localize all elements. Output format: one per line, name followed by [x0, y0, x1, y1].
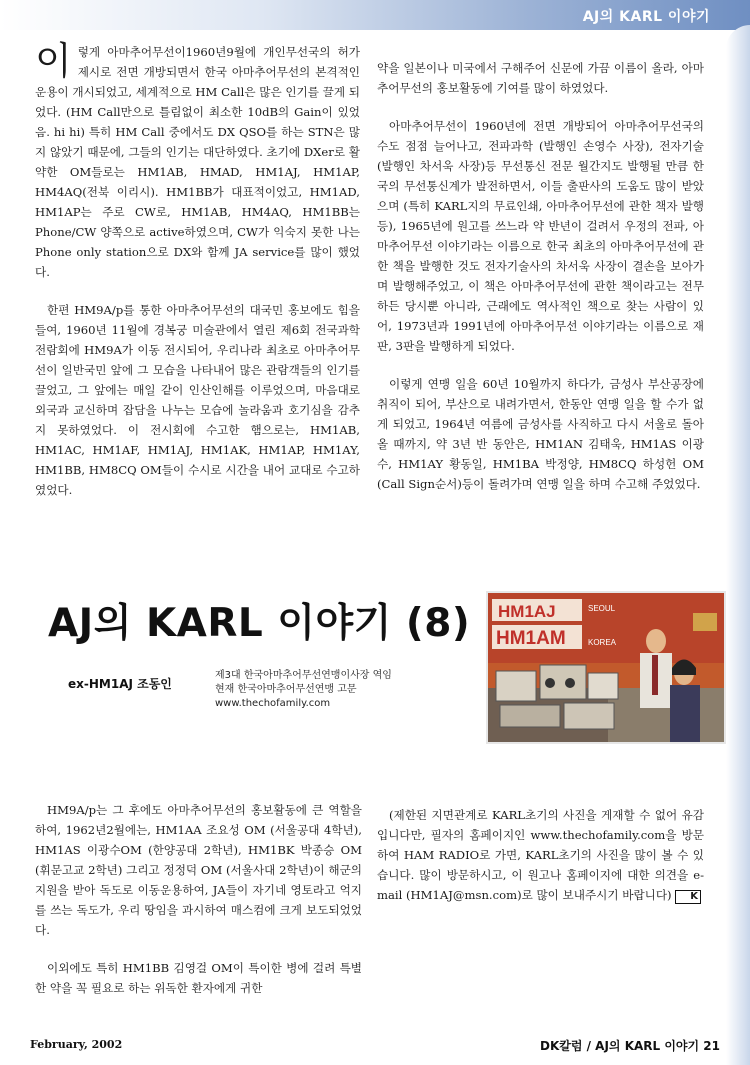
photo-label-korea: KOREA	[588, 638, 617, 647]
paragraph: 약을 일본이나 미국에서 구해주어 신문에 가끔 이름이 올라, 아마추어무선의 홍보활동에 기여를 많이 하였었다.	[377, 61, 704, 95]
running-header-title: AJ의 KARL 이야기	[582, 9, 710, 25]
callsign-placard-2: HM1AM	[496, 628, 566, 649]
bio-line: 현재 한국아마추어무선연맹 고문	[215, 684, 357, 695]
paragraph: 아마추어무선이 1960년에 전면 개방되어 아마추어무선국의 수도 점점 늘어나고, 전파과학 (발행인 손영수 사장), 전자기술 (발행인 차서욱 사장)등 무선통신 전문 월간지도 발행될 만큼 한국의 무선통신계가 발전하면서, 이들 출판사의 도움도 많이 받았으며 (특히 KARL지의 무료인쇄, 아마추어무선에 관한 책자 발행등), 1965년에 원고를 쓰느라 약 반년이 걸려서 우정의 전파, 아마추어무선 이야기라는 이름으로 한국 최초의 아마추어무선에 관한 책을 발행한 것도 전자기술사의 차서욱 사장이 결손을 보아가며 발행해주었고, 이 책은 아마추어무선에 관한 책이라고는 전무하든 당시뿐 아니라, 근래에도 역사적인 책으로 찾는 사람이 있어, 1973년과 1991년에 아마추어무선 이야기라는 이름으로 재판, 3판을 발행하게 되었다.	[377, 119, 704, 353]
callsign-placard-1: HM1AJ	[498, 602, 556, 621]
paragraph-text: (제한된 지면관계로 KARL초기의 사진을 게재할 수 없어 유감입니다만, 필자의 홈페이지인 www.thechofamily.com을 방문하여 HAM RADIO로 가면, KARL초기의 사진을 많이 볼 수 있습니다. 많이 방문하시고, 이 원고나 홈페이지에 대한 의견을 e-mail (HM1AJ@msn.com)로 많이 보내주시기 바랍니다)	[377, 808, 704, 902]
paragraph: HM9A/p는 그 후에도 아마추어무선의 홍보활동에 큰 역할을 하여, 1962년2월에는, HM1AA 조요성 OM (서울공대 4학년), HM1AS 이광수OM (한양공대 2학년), HM1BK 박종승 OM (휘문고교 2학년) 그리고 정정덕 OM (서울사대 2학년)이 해군의 지원을 받아 독도로 이동운용하여, JA들이 자기네 영토라고 억지를 쓰는 독도가, 우리 땅임을 과시하여 매스컴에 크게 보도되었었다.	[35, 803, 362, 937]
station-photo	[486, 591, 726, 744]
page-edge-decoration	[726, 25, 750, 1065]
article-end-mark: K	[675, 890, 701, 904]
paragraph: 이외에도 특히 HM1BB 김영걸 OM이 특이한 병에 걸려 특별한 약을 꼭 필요로 하는 위독한 환자에게 귀한	[35, 961, 362, 995]
article-author: ex-HM1AJ 조동인	[68, 677, 172, 691]
bio-website: www.thechofamily.com	[215, 698, 331, 709]
drop-cap: 이	[35, 39, 72, 83]
footer-date: February, 2002	[30, 1038, 123, 1051]
paragraph-text: 렇게 아마추어무선이1960년9월에 개인무선국의 허가제시로 전면 개방되면서 한국 아마추어무선의 본격적인 운용이 개시되었고, 세계적으로 HM Call은 많은 인기를 끌게 되었다. (HM Call만으로 틀림없이 최소한 10dB의 Gain이 있었음. hi hi) 특히 HM Call 중에서도 DX QSO를 하는 STN은 많지 않았기 때문에, 그들의 인기는 대단하였다. 초기에 DXer로 활약한 OM들로는 HM1AB, HMAD, HM1AJ, HM1AP, HM4AQ(전북 이리시). HM1BB가 대표적이었고, HM1AD, HM1AP는 주로 CW로, HM1AB, HM4AQ, HM1BB는 Phone/CW 양쪽으로 active하였으며, CW가 익숙지 못한 나는 Phone only station으로 DX와 함께 JA service를 많이 했었다.	[35, 45, 360, 279]
column-top-left	[35, 39, 360, 518]
column-top-right	[377, 58, 704, 512]
column-bottom-left	[35, 800, 362, 1016]
photo-label-seoul: SEOUL	[588, 604, 616, 613]
author-bio	[215, 669, 392, 711]
article-title: AJ의 KARL 이야기 (8)	[48, 601, 471, 646]
paragraph	[377, 805, 704, 905]
paragraph	[35, 39, 360, 282]
footer-section-page: DK칼럼 / AJ의 KARL 이야기 21	[539, 1039, 720, 1053]
paragraph: 이렇게 연맹 일을 60년 10월까지 하다가, 금성사 부산공장에 취직이 되어, 부산으로 내려가면서, 한동안 연맹 일을 할 수가 없게 되었고, 1964년 여름에 금성사를 사직하고 다시 서울로 돌아올 때까지, 약 3년 반 동안은, HM1AN 김태욱, HM1AS 이광수, HM1AY 황동일, HM1BA 박정양, HM8CQ 하성헌 OM (Call Sign순서)등이 돌려가며 연맹 일을 하며 수고해 주었었다.	[377, 377, 704, 491]
paragraph: 한편 HM9A/p를 통한 아마추어무선의 대국민 홍보에도 힘을 들여, 1960년 11월에 경복궁 미술관에서 열린 제6회 전국과학전람회에 HM9A가 이동 전시되어, 우리나라 최초로 아마추어무선이 일반국민 앞에 그 모습을 나타내어 많은 관람객들의 인기를 끌었고, 그 앞에는 매일 같이 인산인해를 이루었으며, 마음대로 외국과 교신하며 잡담을 나누는 모습에 놀라움과 호기심을 감추지 못하였었다. 이 전시회에 수고한 햄으로는, HM1AB, HM1AC, HM1AF, HM1AJ, HM1AK, HM1AP, HM1AY, HM1BB, HM8CQ OM들이 수시로 시간을 내어 교대로 수고하였었다.	[35, 303, 360, 497]
column-bottom-right	[377, 805, 704, 923]
bio-line: 제3대 한국아마추어무선연맹이사장 역임	[215, 670, 392, 681]
